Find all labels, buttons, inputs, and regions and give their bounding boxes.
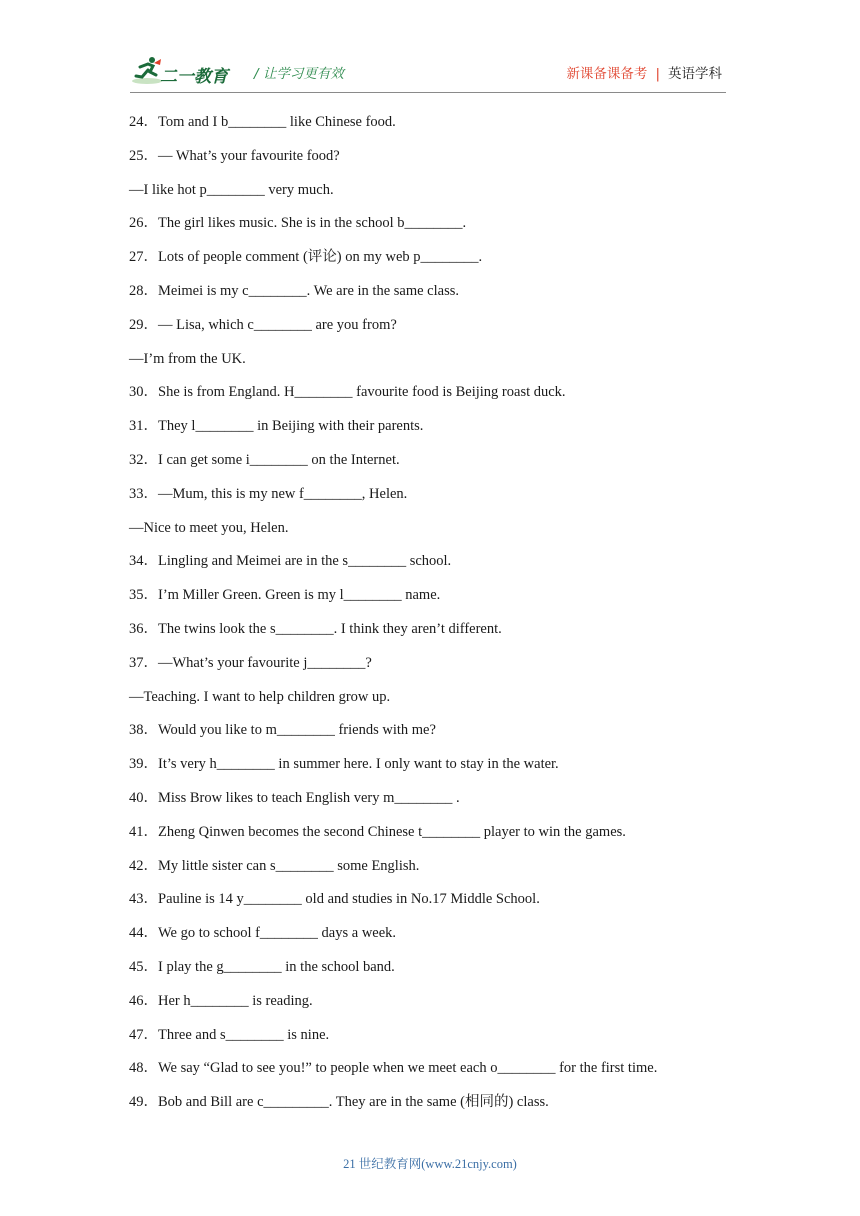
question-line: 35．I’m Miller Green. Green is my l________ name. xyxy=(129,587,441,604)
subject-tag xyxy=(566,62,722,82)
question-line: —Teaching. I want to help children grow up. xyxy=(129,688,391,705)
question-line: 36．The twins look the s________. I think they aren’t different. xyxy=(129,620,502,637)
question-line: 24．Tom and I b________ like Chinese food. xyxy=(129,114,396,130)
question-line: 49．Bob and Bill are c_________. They are in the same (相同的) class. xyxy=(129,1094,549,1111)
question-line: —I’m from the UK. xyxy=(129,350,246,367)
question-line: 26．The girl likes music. She is in the school b________. xyxy=(129,215,467,232)
question-line: 37．—What’s your favourite j________? xyxy=(129,654,372,671)
question-line: 28．Meimei is my c________. We are in the same class. xyxy=(129,282,459,299)
question-line: 41．Zheng Qinwen becomes the second Chinese t________ player to win the games. xyxy=(129,823,626,840)
question-line: 27．Lots of people comment (评论) on my web p________. xyxy=(129,249,483,266)
header-divider xyxy=(130,92,726,93)
question-line: 43．Pauline is 14 y________ old and studies in No.17 Middle School. xyxy=(129,891,540,908)
logo-text: 二一教育 xyxy=(160,67,228,87)
logo xyxy=(130,55,242,89)
page-footer: 21 世纪教育网(www.21cnjy.com) xyxy=(343,1157,517,1171)
page-header xyxy=(130,55,726,91)
question-list xyxy=(129,113,729,1127)
question-line: 25．— What’s your favourite food? xyxy=(129,147,340,164)
question-line: 46．Her h________ is reading. xyxy=(129,992,313,1009)
question-line: —I like hot p________ very much. xyxy=(129,181,334,198)
question-line: —Nice to meet you, Helen. xyxy=(129,519,289,536)
question-line: 38．Would you like to m________ friends with me? xyxy=(129,722,436,739)
runner-logo-icon xyxy=(130,55,164,85)
question-line: 42．My little sister can s________ some English. xyxy=(129,857,420,874)
question-line: 29．— Lisa, which c________ are you from? xyxy=(129,316,397,333)
question-line: 45．I play the g________ in the school band. xyxy=(129,958,395,975)
slogan: / 让学习更有效 xyxy=(254,66,344,82)
question-line: 30．She is from England. H________ favourite food is Beijing roast duck. xyxy=(129,384,566,401)
tag-right: 英语学科 xyxy=(668,66,722,82)
question-line: 40．Miss Brow likes to teach English very m________ . xyxy=(129,789,460,806)
question-line: 44．We go to school f________ days a week. xyxy=(129,925,397,942)
question-line: 48．We say “Glad to see you!” to people when we meet each o________ for the first time. xyxy=(129,1060,658,1077)
question-line: 47．Three and s________ is nine. xyxy=(129,1026,330,1043)
question-line: 39．It’s very h________ in summer here. I only want to stay in the water. xyxy=(129,756,559,773)
question-line: 34．Lingling and Meimei are in the s________ school. xyxy=(129,553,452,570)
tag-left: 新课备课备考 xyxy=(566,66,648,82)
tag-separator: | xyxy=(655,66,660,82)
question-line: 32．I can get some i________ on the Internet. xyxy=(129,451,400,468)
question-line: 33．—Mum, this is my new f________, Helen. xyxy=(129,485,408,502)
question-line: 31．They l________ in Beijing with their parents. xyxy=(129,418,424,435)
